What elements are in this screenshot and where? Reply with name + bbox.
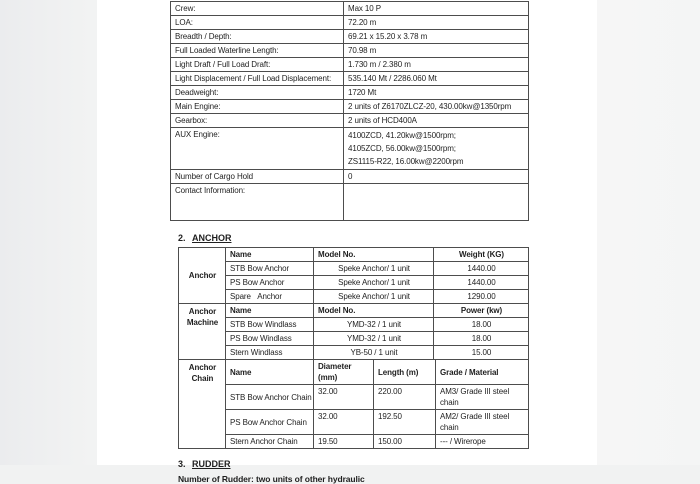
machine-power: 15.00 bbox=[434, 346, 529, 360]
chain-diameter: 19.50 bbox=[314, 435, 374, 449]
chain-name: PS Bow Anchor Chain bbox=[226, 410, 314, 435]
spec-value: 2 units of HCD400A bbox=[344, 114, 529, 128]
chain-name: STB Bow Anchor Chain bbox=[226, 385, 314, 410]
anchor-weight: 1440.00 bbox=[434, 262, 529, 276]
spec-label: Contact Information: bbox=[171, 184, 344, 221]
machine-power: 18.00 bbox=[434, 332, 529, 346]
spec-value bbox=[344, 184, 529, 221]
chain-name: Stern Anchor Chain bbox=[226, 435, 314, 449]
chain-diameter: 32.00 bbox=[314, 410, 374, 435]
section-heading-anchor bbox=[178, 233, 597, 243]
anchor-chain-table bbox=[178, 359, 529, 449]
spec-label: Crew: bbox=[171, 2, 344, 16]
anchor-machine-table bbox=[178, 303, 529, 360]
spec-value: 72.20 m bbox=[344, 16, 529, 30]
anchor-table bbox=[178, 247, 529, 304]
table-row bbox=[171, 72, 529, 86]
anchor-name: Spare Anchor bbox=[226, 290, 314, 304]
group-label: Anchor Machine bbox=[179, 304, 226, 360]
spec-label: Light Draft / Full Load Draft: bbox=[171, 58, 344, 72]
anchor-name: STB Bow Anchor bbox=[226, 262, 314, 276]
table-row bbox=[171, 100, 529, 114]
column-header: Name bbox=[226, 360, 314, 385]
document-page bbox=[97, 0, 597, 484]
vessel-spec-table bbox=[170, 1, 529, 221]
section-number: 3. bbox=[178, 459, 186, 469]
table-row bbox=[171, 86, 529, 100]
table-row bbox=[179, 318, 529, 332]
table-row bbox=[171, 30, 529, 44]
table-row bbox=[179, 410, 529, 435]
machine-name: Stern Windlass bbox=[226, 346, 314, 360]
chain-grade: AM3/ Grade III steel chain bbox=[436, 385, 529, 410]
machine-model: YB-50 / 1 unit bbox=[314, 346, 434, 360]
table-row bbox=[179, 385, 529, 410]
column-header: Model No. bbox=[314, 304, 434, 318]
table-row bbox=[171, 16, 529, 30]
spec-label: Deadweight: bbox=[171, 86, 344, 100]
machine-model: YMD-32 / 1 unit bbox=[314, 332, 434, 346]
group-label: Anchor bbox=[179, 248, 226, 304]
section-number: 2. bbox=[178, 233, 186, 243]
table-header-row bbox=[179, 248, 529, 262]
table-row bbox=[179, 262, 529, 276]
rudder-description: Number of Rudder: two units of other hydraulic bbox=[178, 474, 365, 484]
section-title: RUDDER bbox=[192, 459, 231, 469]
column-header: Length (m) bbox=[374, 360, 436, 385]
spec-value: 1.730 m / 2.380 m bbox=[344, 58, 529, 72]
spec-label: Breadth / Depth: bbox=[171, 30, 344, 44]
anchor-model: Speke Anchor/ 1 unit bbox=[314, 290, 434, 304]
machine-model: YMD-32 / 1 unit bbox=[314, 318, 434, 332]
column-header: Power (kw) bbox=[434, 304, 529, 318]
spec-value: Max 10 P bbox=[344, 2, 529, 16]
chain-grade: AM2/ Grade III steel chain bbox=[436, 410, 529, 435]
spec-label: Full Loaded Waterline Length: bbox=[171, 44, 344, 58]
column-header: Diameter (mm) bbox=[314, 360, 374, 385]
chain-length: 220.00 bbox=[374, 385, 436, 410]
table-row bbox=[179, 276, 529, 290]
spec-label: Gearbox: bbox=[171, 114, 344, 128]
column-header: Grade / Material bbox=[436, 360, 529, 385]
chain-diameter: 32.00 bbox=[314, 385, 374, 410]
machine-power: 18.00 bbox=[434, 318, 529, 332]
spec-value bbox=[344, 128, 529, 170]
column-header: Name bbox=[226, 304, 314, 318]
table-row bbox=[171, 58, 529, 72]
spec-label: Main Engine: bbox=[171, 100, 344, 114]
spec-value: 1720 Mt bbox=[344, 86, 529, 100]
aux-engine-line: 4100ZCD, 41.20kw@1500rpm; bbox=[348, 131, 456, 140]
spec-label: AUX Engine: bbox=[171, 128, 344, 170]
anchor-weight: 1440.00 bbox=[434, 276, 529, 290]
table-header-row bbox=[179, 304, 529, 318]
aux-engine-line: ZS1115-R22, 16.00kw@2200rpm bbox=[348, 157, 464, 166]
spec-value: 70.98 m bbox=[344, 44, 529, 58]
table-row bbox=[171, 44, 529, 58]
spec-label: Number of Cargo Hold bbox=[171, 170, 344, 184]
spec-value: 69.21 x 15.20 x 3.78 m bbox=[344, 30, 529, 44]
chain-length: 150.00 bbox=[374, 435, 436, 449]
section-heading-rudder bbox=[178, 459, 597, 469]
machine-name: STB Bow Windlass bbox=[226, 318, 314, 332]
anchor-name: PS Bow Anchor bbox=[226, 276, 314, 290]
anchor-weight: 1290.00 bbox=[434, 290, 529, 304]
table-row bbox=[171, 114, 529, 128]
column-header: Weight (KG) bbox=[434, 248, 529, 262]
column-header: Name bbox=[226, 248, 314, 262]
spec-label: LOA: bbox=[171, 16, 344, 30]
spec-label: Light Displacement / Full Load Displacement: bbox=[171, 72, 344, 86]
table-row bbox=[179, 332, 529, 346]
machine-name: PS Bow Windlass bbox=[226, 332, 314, 346]
table-row bbox=[171, 128, 529, 170]
spec-value: 2 units of Z6170ZLCZ-20, 430.00kw@1350rpm bbox=[344, 100, 529, 114]
table-row bbox=[171, 170, 529, 184]
group-label: Anchor Chain bbox=[179, 360, 226, 449]
table-row bbox=[171, 2, 529, 16]
table-row bbox=[171, 184, 529, 221]
anchor-model: Speke Anchor/ 1 unit bbox=[314, 262, 434, 276]
column-header: Model No. bbox=[314, 248, 434, 262]
section-title: ANCHOR bbox=[192, 233, 232, 243]
table-row bbox=[179, 435, 529, 449]
aux-engine-line: 4105ZCD, 56.00kw@1500rpm; bbox=[348, 144, 456, 153]
table-row bbox=[179, 346, 529, 360]
anchor-model: Speke Anchor/ 1 unit bbox=[314, 276, 434, 290]
table-row bbox=[179, 290, 529, 304]
spec-value: 0 bbox=[344, 170, 529, 184]
table-header-row bbox=[179, 360, 529, 385]
spec-value: 535.140 Mt / 2286.060 Mt bbox=[344, 72, 529, 86]
chain-length: 192.50 bbox=[374, 410, 436, 435]
chain-grade: --- / Wirerope bbox=[436, 435, 529, 449]
